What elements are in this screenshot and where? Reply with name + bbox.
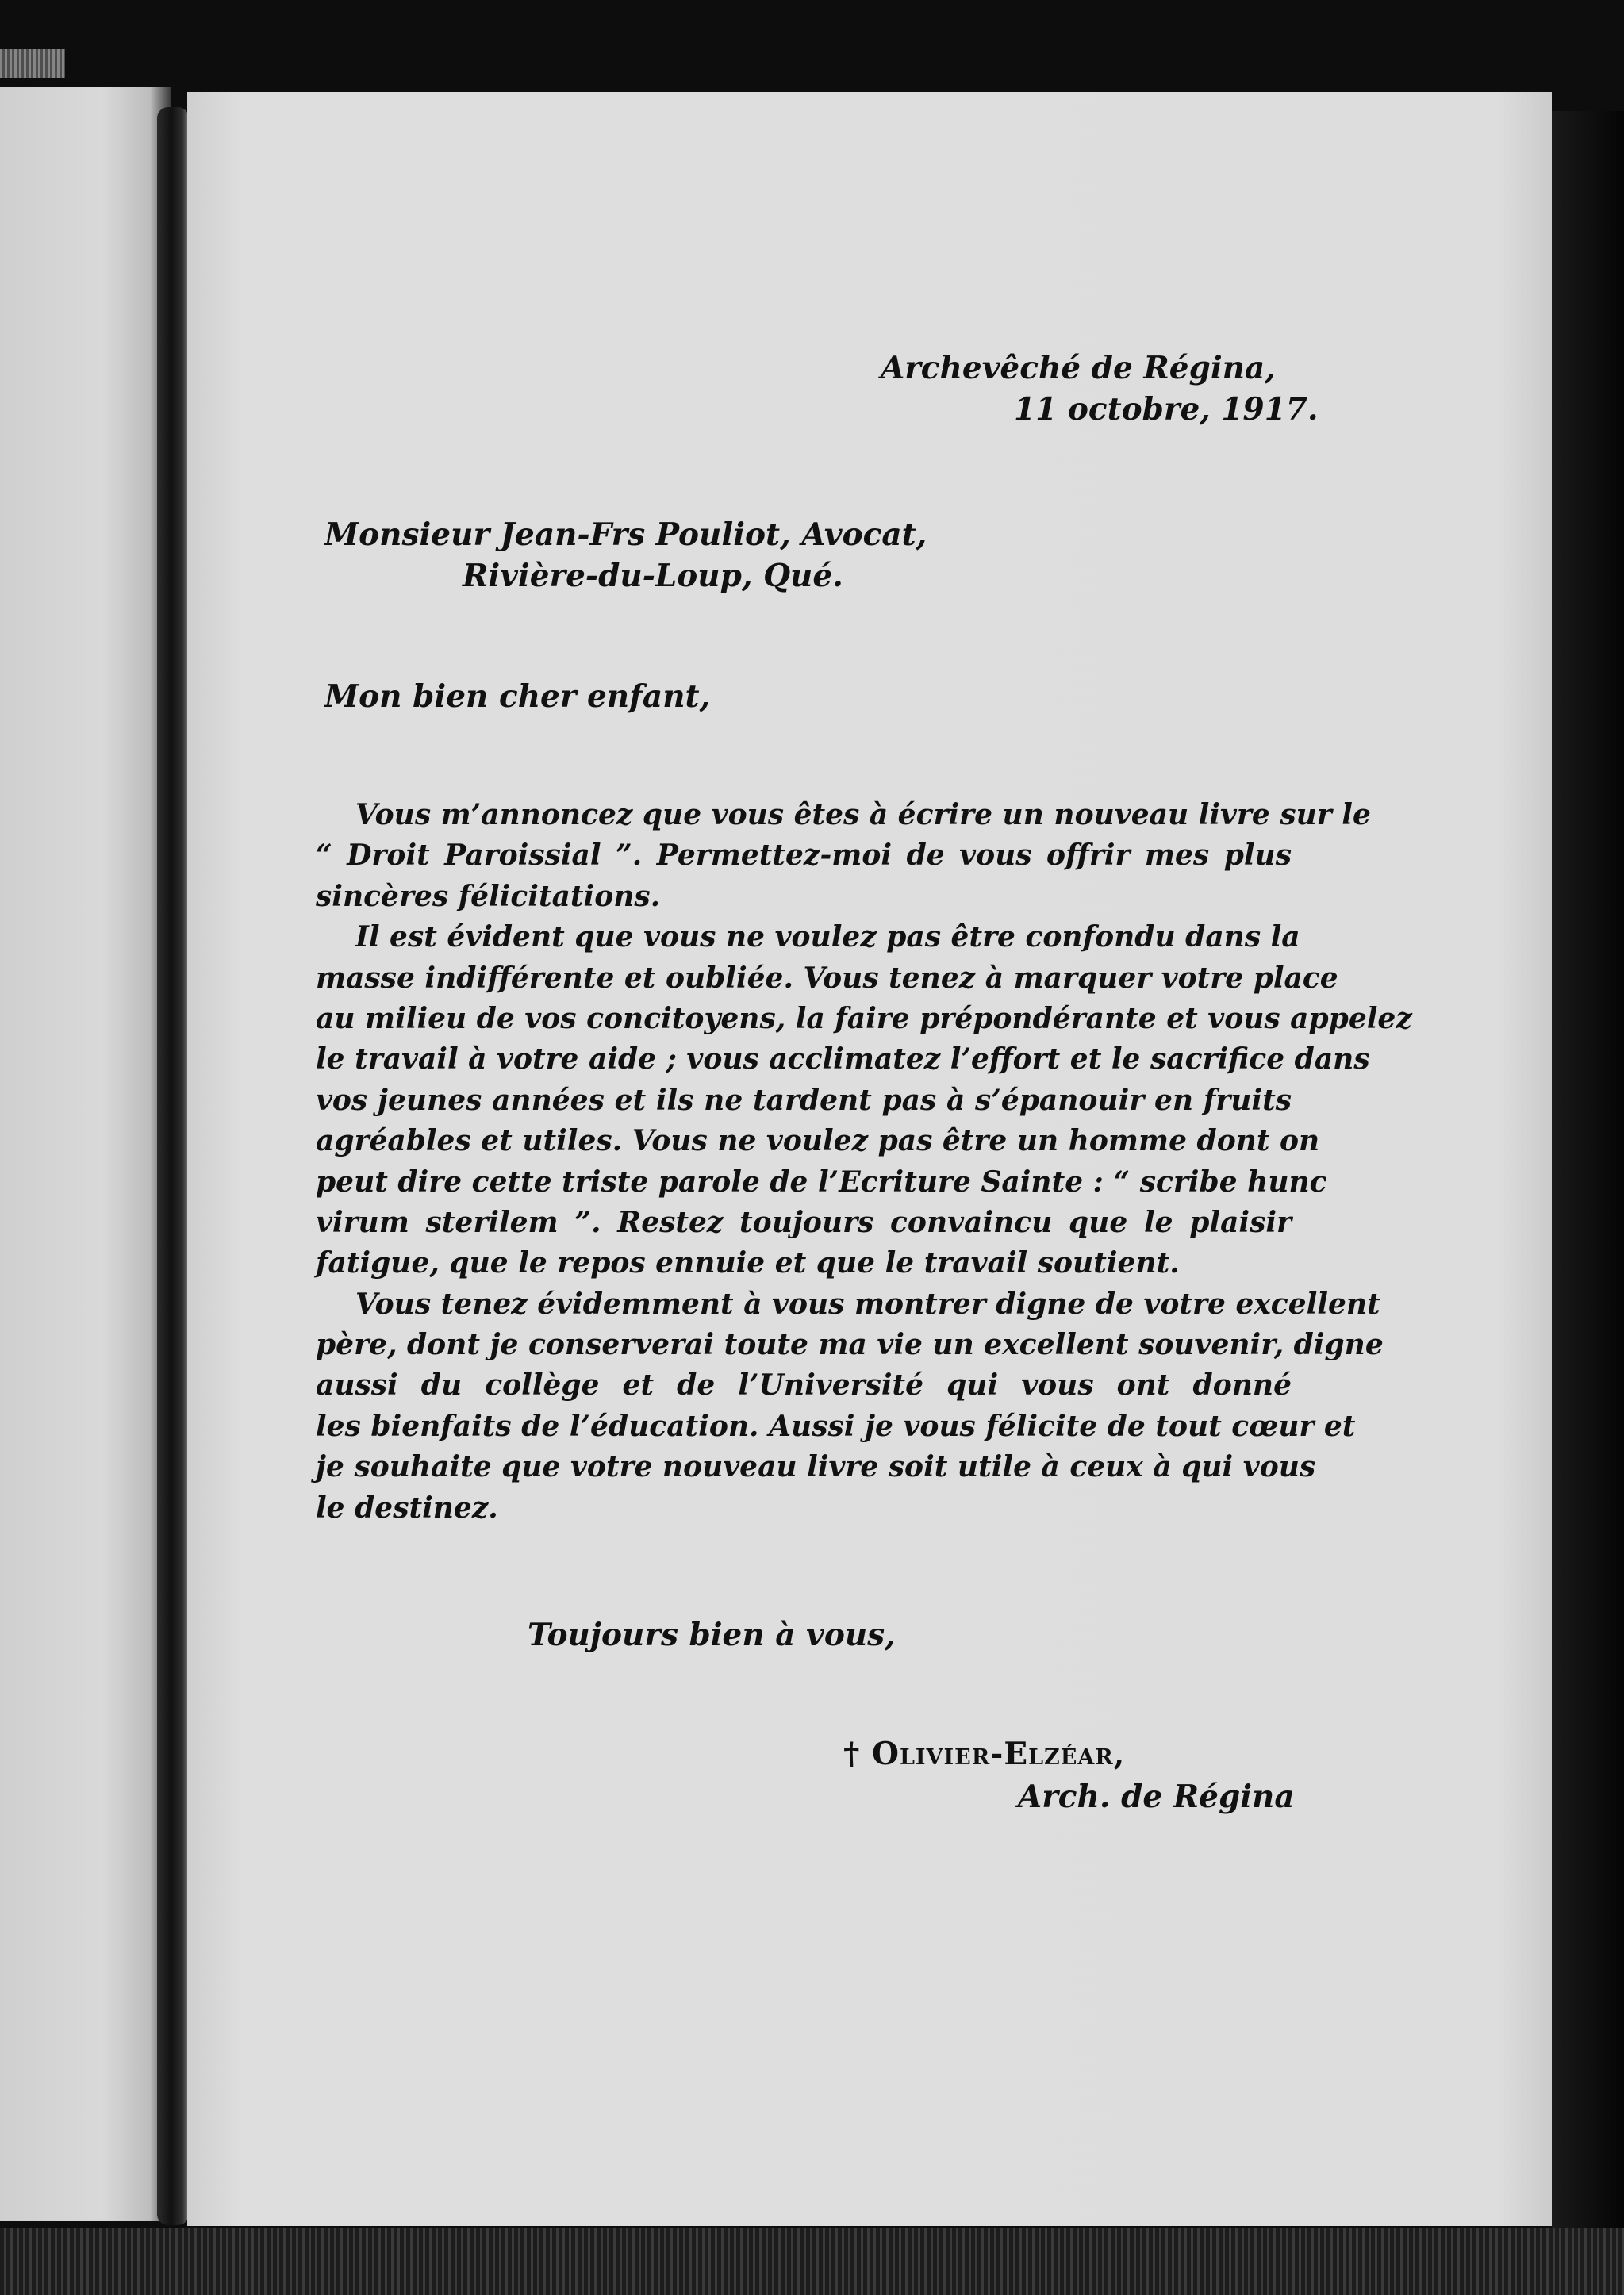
body-line: aussi du collège et de l’Université qui vous ont donné: [316, 1368, 1292, 1403]
body-line: le destinez.: [316, 1491, 498, 1525]
body-line: Il est évident que vous ne voulez pas être confondu dans la: [355, 920, 1300, 954]
body-line: Vous m’annoncez que vous êtes à écrire un nouveau livre sur le: [355, 798, 1371, 831]
letter-body: [316, 795, 1412, 1529]
body-line: vos jeunes années et ils ne tardent pas à s’épanouir en fruits: [316, 1083, 1292, 1117]
body-line: agréables et utiles. Vous ne voulez pas être un homme dont on: [316, 1124, 1320, 1158]
body-line: le travail à votre aide ; vous acclimatez l’effort et le sacrifice dans: [316, 1042, 1370, 1077]
salutation: Mon bien cher enfant,: [324, 678, 711, 715]
signature: † Olivier-Elzéar,: [843, 1736, 1126, 1772]
letter-date: 11 octobre, 1917.: [1014, 391, 1319, 428]
closing: Toujours bien à vous,: [528, 1617, 896, 1653]
body-line: père, dont je conserverai toute ma vie un excellent souvenir, digne: [316, 1328, 1384, 1362]
body-line: fatigue, que le repos ennuie et que le travail soutient.: [316, 1246, 1180, 1280]
body-line: peut dire cette triste parole de l’Ecriture Sainte : “ scribe hunc: [316, 1165, 1327, 1199]
facing-page-edge: [0, 87, 171, 2221]
body-line: virum sterilem ”. Restez toujours convaincu que le plaisir: [316, 1205, 1292, 1239]
scan-border-right: [1552, 111, 1624, 2253]
signature-title: Arch. de Régina: [1018, 1779, 1295, 1815]
body-line: Vous tenez évidemment à vous montrer digne de votre excellent: [355, 1287, 1380, 1321]
letter-place: Archevêché de Régina,: [881, 350, 1276, 386]
recipient-name: Monsieur Jean-Frs Pouliot, Avocat,: [324, 516, 927, 553]
body-line: masse indifférente et oubliée. Vous tenez à marquer votre place: [316, 961, 1338, 995]
scan-border-bottom: [0, 2228, 1624, 2295]
body-line: au milieu de vos concitoyens, la faire prépondérante et vous appelez: [316, 1001, 1412, 1035]
body-line: sincères félicitations.: [316, 879, 661, 913]
recipient-location: Rivière-du-Loup, Qué.: [463, 558, 843, 594]
scan-artifact: [0, 49, 65, 78]
body-line: “ Droit Paroissial ”. Permettez-moi de vous offrir mes plus: [316, 839, 1292, 873]
book-gutter-shadow: [157, 107, 189, 2225]
body-line: je souhaite que votre nouveau livre soit utile à ceux à qui vous: [316, 1450, 1316, 1484]
body-line: les bienfaits de l’éducation. Aussi je vous félicite de tout cœur et: [316, 1409, 1356, 1443]
